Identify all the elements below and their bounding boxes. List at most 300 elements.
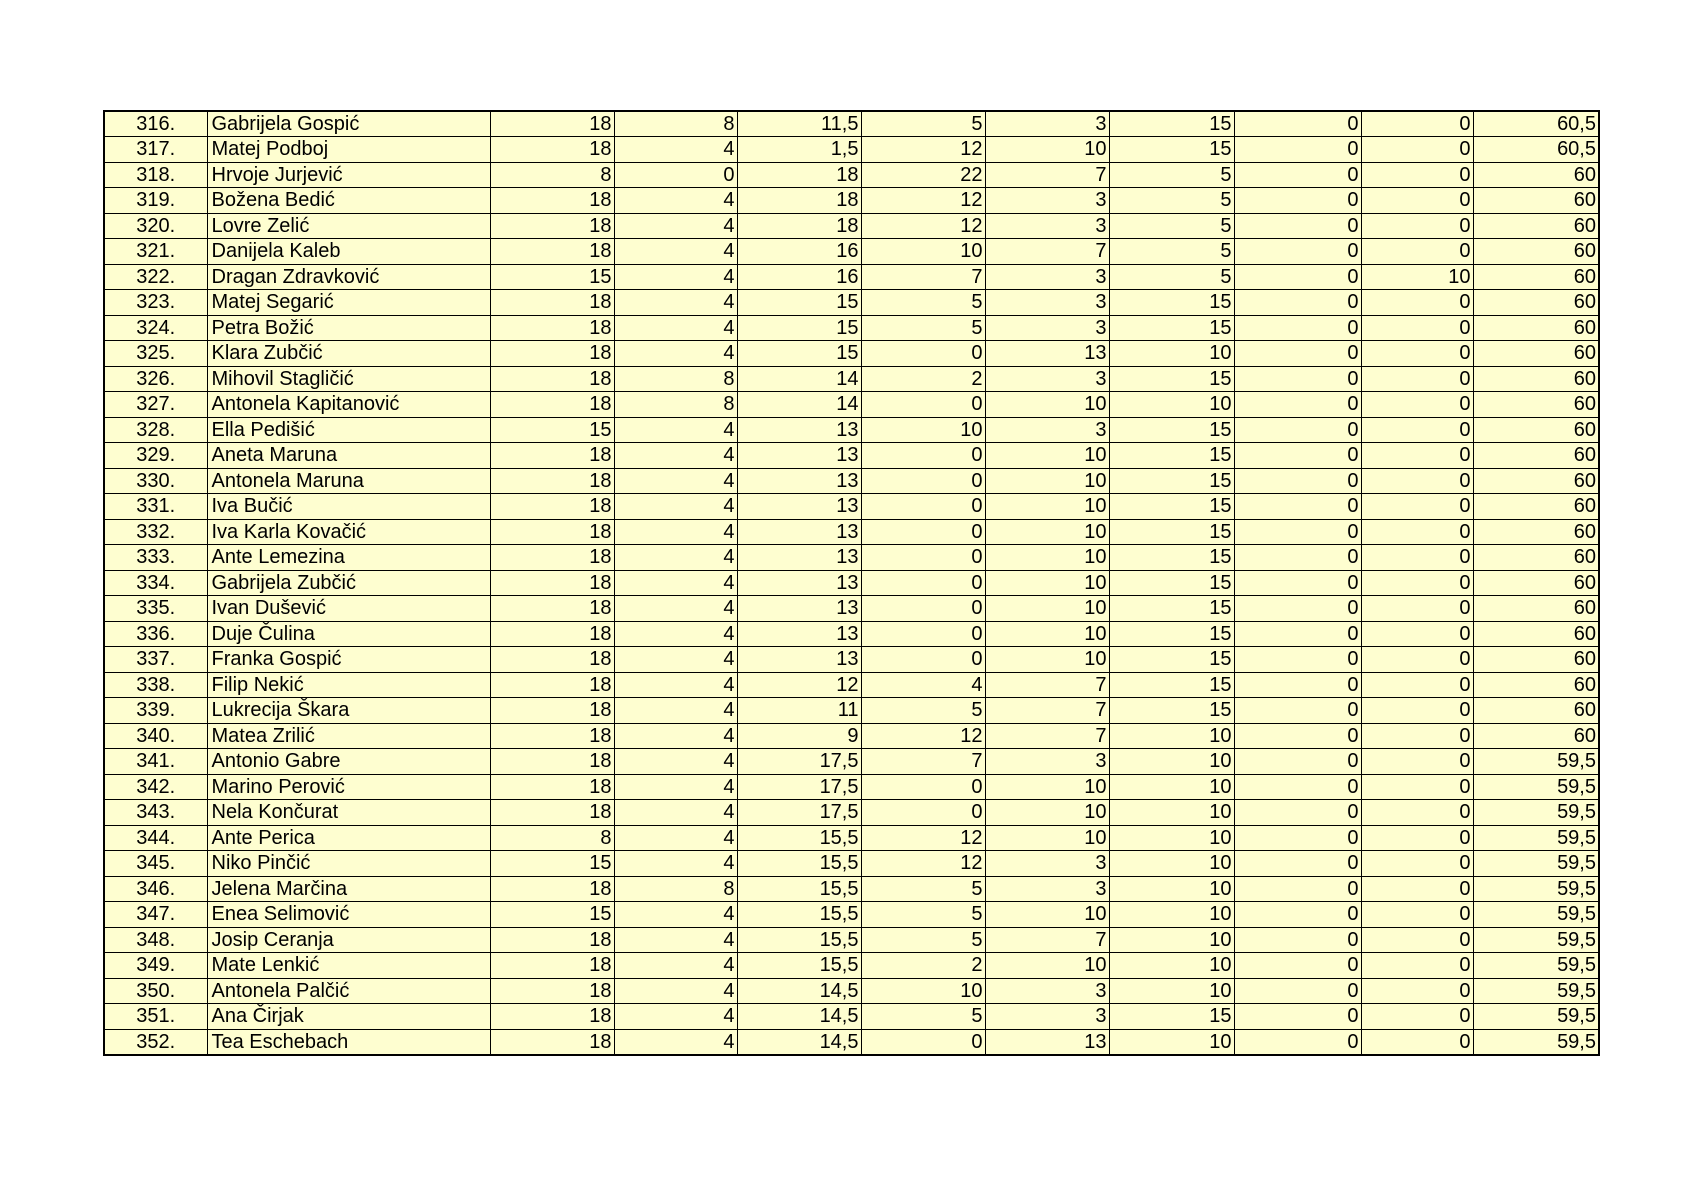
table-row bbox=[104, 290, 1599, 316]
score-cell: 7 bbox=[985, 698, 1109, 724]
rank-cell: 350. bbox=[104, 978, 207, 1004]
score-cell: 0 bbox=[1234, 851, 1361, 877]
score-cell: 0 bbox=[1361, 162, 1473, 188]
total-cell: 60 bbox=[1473, 468, 1599, 494]
score-cell: 0 bbox=[1234, 417, 1361, 443]
score-cell: 0 bbox=[1234, 111, 1361, 137]
score-cell: 0 bbox=[1234, 902, 1361, 928]
score-cell: 10 bbox=[985, 774, 1109, 800]
score-cell: 14,5 bbox=[737, 978, 861, 1004]
total-cell: 59,5 bbox=[1473, 749, 1599, 775]
score-cell: 10 bbox=[985, 519, 1109, 545]
total-cell: 60 bbox=[1473, 494, 1599, 520]
score-cell: 0 bbox=[1234, 162, 1361, 188]
score-cell: 15 bbox=[1109, 1004, 1234, 1030]
score-cell: 0 bbox=[1361, 468, 1473, 494]
name-cell: Nela Končurat bbox=[207, 800, 490, 826]
score-cell: 8 bbox=[614, 876, 737, 902]
score-cell: 3 bbox=[985, 111, 1109, 137]
score-cell: 17,5 bbox=[737, 749, 861, 775]
total-cell: 60 bbox=[1473, 621, 1599, 647]
score-cell: 4 bbox=[614, 443, 737, 469]
score-cell: 3 bbox=[985, 213, 1109, 239]
score-cell: 4 bbox=[614, 953, 737, 979]
rank-cell: 341. bbox=[104, 749, 207, 775]
score-cell: 0 bbox=[1361, 672, 1473, 698]
score-cell: 10 bbox=[985, 825, 1109, 851]
score-cell: 0 bbox=[1234, 290, 1361, 316]
score-cell: 15,5 bbox=[737, 825, 861, 851]
score-cell: 15 bbox=[1109, 647, 1234, 673]
score-cell: 15 bbox=[1109, 494, 1234, 520]
score-cell: 0 bbox=[1361, 519, 1473, 545]
score-cell: 18 bbox=[490, 1004, 614, 1030]
score-cell: 10 bbox=[985, 621, 1109, 647]
table-row bbox=[104, 494, 1599, 520]
score-cell: 0 bbox=[861, 774, 985, 800]
score-cell: 15 bbox=[490, 417, 614, 443]
score-cell: 0 bbox=[614, 162, 737, 188]
score-cell: 3 bbox=[985, 851, 1109, 877]
score-cell: 18 bbox=[490, 213, 614, 239]
score-cell: 4 bbox=[614, 315, 737, 341]
score-cell: 5 bbox=[861, 927, 985, 953]
score-cell: 4 bbox=[614, 1004, 737, 1030]
score-cell: 7 bbox=[985, 239, 1109, 265]
table-row bbox=[104, 953, 1599, 979]
score-cell: 10 bbox=[1109, 927, 1234, 953]
table-row bbox=[104, 749, 1599, 775]
total-cell: 59,5 bbox=[1473, 774, 1599, 800]
score-cell: 18 bbox=[490, 443, 614, 469]
name-cell: Ante Perica bbox=[207, 825, 490, 851]
score-cell: 15 bbox=[1109, 672, 1234, 698]
name-cell: Antonela Maruna bbox=[207, 468, 490, 494]
table-row bbox=[104, 851, 1599, 877]
score-cell: 15 bbox=[490, 264, 614, 290]
score-cell: 5 bbox=[861, 290, 985, 316]
total-cell: 60 bbox=[1473, 290, 1599, 316]
score-cell: 0 bbox=[1361, 137, 1473, 163]
score-cell: 0 bbox=[1234, 137, 1361, 163]
table-row bbox=[104, 570, 1599, 596]
table-row bbox=[104, 137, 1599, 163]
score-cell: 18 bbox=[490, 596, 614, 622]
total-cell: 59,5 bbox=[1473, 1029, 1599, 1055]
score-cell: 0 bbox=[861, 468, 985, 494]
score-cell: 18 bbox=[490, 1029, 614, 1055]
score-cell: 5 bbox=[861, 698, 985, 724]
score-cell: 0 bbox=[1361, 1029, 1473, 1055]
score-cell: 0 bbox=[1361, 723, 1473, 749]
score-cell: 10 bbox=[861, 417, 985, 443]
score-cell: 7 bbox=[861, 749, 985, 775]
score-cell: 0 bbox=[861, 443, 985, 469]
score-cell: 0 bbox=[1361, 927, 1473, 953]
rank-cell: 318. bbox=[104, 162, 207, 188]
table-row bbox=[104, 239, 1599, 265]
score-cell: 10 bbox=[985, 545, 1109, 571]
score-cell: 0 bbox=[1361, 341, 1473, 367]
rank-cell: 340. bbox=[104, 723, 207, 749]
score-cell: 18 bbox=[490, 290, 614, 316]
score-cell: 15 bbox=[1109, 315, 1234, 341]
score-cell: 15 bbox=[737, 315, 861, 341]
score-cell: 10 bbox=[1109, 1029, 1234, 1055]
score-cell: 4 bbox=[614, 698, 737, 724]
score-cell: 17,5 bbox=[737, 774, 861, 800]
score-cell: 13 bbox=[737, 545, 861, 571]
score-cell: 3 bbox=[985, 315, 1109, 341]
score-cell: 5 bbox=[861, 111, 985, 137]
table-row bbox=[104, 162, 1599, 188]
score-cell: 0 bbox=[1234, 468, 1361, 494]
score-cell: 18 bbox=[490, 672, 614, 698]
name-cell: Marino Perović bbox=[207, 774, 490, 800]
name-cell: Matej Podboj bbox=[207, 137, 490, 163]
score-cell: 0 bbox=[1361, 213, 1473, 239]
score-cell: 15 bbox=[1109, 545, 1234, 571]
score-cell: 18 bbox=[490, 621, 614, 647]
score-cell: 10 bbox=[985, 953, 1109, 979]
score-cell: 5 bbox=[861, 1004, 985, 1030]
score-cell: 10 bbox=[1109, 978, 1234, 1004]
score-cell: 12 bbox=[861, 825, 985, 851]
table-body bbox=[104, 111, 1599, 1055]
score-cell: 8 bbox=[614, 111, 737, 137]
table-row bbox=[104, 647, 1599, 673]
score-cell: 4 bbox=[614, 927, 737, 953]
score-cell: 0 bbox=[1361, 111, 1473, 137]
score-cell: 18 bbox=[490, 188, 614, 214]
score-cell: 10 bbox=[985, 392, 1109, 418]
rank-cell: 333. bbox=[104, 545, 207, 571]
score-cell: 10 bbox=[1109, 825, 1234, 851]
total-cell: 59,5 bbox=[1473, 851, 1599, 877]
score-cell: 4 bbox=[614, 545, 737, 571]
score-cell: 0 bbox=[861, 596, 985, 622]
score-cell: 0 bbox=[1361, 953, 1473, 979]
name-cell: Mihovil Stagličić bbox=[207, 366, 490, 392]
score-cell: 3 bbox=[985, 188, 1109, 214]
score-cell: 10 bbox=[1109, 876, 1234, 902]
score-cell: 15 bbox=[1109, 137, 1234, 163]
name-cell: Tea Eschebach bbox=[207, 1029, 490, 1055]
score-cell: 4 bbox=[614, 672, 737, 698]
total-cell: 60,5 bbox=[1473, 111, 1599, 137]
rank-cell: 317. bbox=[104, 137, 207, 163]
score-cell: 5 bbox=[1109, 264, 1234, 290]
total-cell: 59,5 bbox=[1473, 825, 1599, 851]
score-cell: 12 bbox=[861, 137, 985, 163]
score-cell: 15 bbox=[1109, 366, 1234, 392]
score-cell: 12 bbox=[737, 672, 861, 698]
score-cell: 4 bbox=[614, 647, 737, 673]
table-row bbox=[104, 519, 1599, 545]
table-row bbox=[104, 111, 1599, 137]
score-cell: 3 bbox=[985, 264, 1109, 290]
score-cell: 4 bbox=[614, 264, 737, 290]
score-cell: 0 bbox=[1234, 545, 1361, 571]
score-cell: 18 bbox=[490, 749, 614, 775]
score-cell: 0 bbox=[1361, 315, 1473, 341]
score-cell: 0 bbox=[861, 392, 985, 418]
score-cell: 0 bbox=[1234, 519, 1361, 545]
score-cell: 15 bbox=[737, 341, 861, 367]
total-cell: 60 bbox=[1473, 698, 1599, 724]
score-cell: 0 bbox=[1234, 366, 1361, 392]
table-row bbox=[104, 468, 1599, 494]
score-cell: 15 bbox=[1109, 468, 1234, 494]
score-cell: 1,5 bbox=[737, 137, 861, 163]
score-cell: 15 bbox=[1109, 417, 1234, 443]
score-cell: 15 bbox=[1109, 290, 1234, 316]
score-cell: 10 bbox=[985, 647, 1109, 673]
rank-cell: 347. bbox=[104, 902, 207, 928]
score-cell: 4 bbox=[614, 621, 737, 647]
score-cell: 0 bbox=[1361, 417, 1473, 443]
table-row bbox=[104, 1004, 1599, 1030]
score-cell: 4 bbox=[614, 825, 737, 851]
score-cell: 0 bbox=[1234, 749, 1361, 775]
score-cell: 4 bbox=[614, 137, 737, 163]
name-cell: Danijela Kaleb bbox=[207, 239, 490, 265]
score-cell: 10 bbox=[1109, 774, 1234, 800]
rank-cell: 345. bbox=[104, 851, 207, 877]
name-cell: Franka Gospić bbox=[207, 647, 490, 673]
table-row bbox=[104, 927, 1599, 953]
name-cell: Antonela Palčić bbox=[207, 978, 490, 1004]
table-row bbox=[104, 264, 1599, 290]
table-row bbox=[104, 341, 1599, 367]
table-row bbox=[104, 188, 1599, 214]
name-cell: Lovre Zelić bbox=[207, 213, 490, 239]
name-cell: Gabrijela Zubčić bbox=[207, 570, 490, 596]
score-cell: 8 bbox=[490, 162, 614, 188]
table-row bbox=[104, 672, 1599, 698]
name-cell: Ana Čirjak bbox=[207, 1004, 490, 1030]
table-row bbox=[104, 774, 1599, 800]
score-cell: 13 bbox=[737, 468, 861, 494]
score-cell: 0 bbox=[1361, 1004, 1473, 1030]
score-cell: 13 bbox=[985, 1029, 1109, 1055]
score-cell: 4 bbox=[614, 570, 737, 596]
score-cell: 10 bbox=[1109, 902, 1234, 928]
score-cell: 18 bbox=[490, 953, 614, 979]
total-cell: 59,5 bbox=[1473, 902, 1599, 928]
score-cell: 0 bbox=[861, 570, 985, 596]
score-cell: 18 bbox=[490, 137, 614, 163]
score-cell: 0 bbox=[861, 494, 985, 520]
name-cell: Filip Nekić bbox=[207, 672, 490, 698]
rank-cell: 322. bbox=[104, 264, 207, 290]
score-cell: 18 bbox=[490, 927, 614, 953]
total-cell: 60 bbox=[1473, 519, 1599, 545]
score-cell: 18 bbox=[490, 876, 614, 902]
total-cell: 59,5 bbox=[1473, 927, 1599, 953]
score-cell: 4 bbox=[861, 672, 985, 698]
rank-cell: 327. bbox=[104, 392, 207, 418]
score-cell: 0 bbox=[1234, 570, 1361, 596]
score-cell: 0 bbox=[1234, 341, 1361, 367]
score-cell: 0 bbox=[1361, 570, 1473, 596]
name-cell: Antonio Gabre bbox=[207, 749, 490, 775]
score-cell: 8 bbox=[614, 392, 737, 418]
score-cell: 4 bbox=[614, 800, 737, 826]
score-cell: 0 bbox=[1361, 978, 1473, 1004]
score-cell: 13 bbox=[737, 570, 861, 596]
score-cell: 18 bbox=[490, 341, 614, 367]
score-cell: 18 bbox=[490, 774, 614, 800]
rank-cell: 324. bbox=[104, 315, 207, 341]
score-cell: 13 bbox=[737, 647, 861, 673]
name-cell: Petra Božić bbox=[207, 315, 490, 341]
score-cell: 15,5 bbox=[737, 876, 861, 902]
score-cell: 18 bbox=[490, 111, 614, 137]
score-cell: 8 bbox=[490, 825, 614, 851]
score-cell: 4 bbox=[614, 723, 737, 749]
rank-cell: 331. bbox=[104, 494, 207, 520]
score-cell: 0 bbox=[1234, 239, 1361, 265]
score-cell: 18 bbox=[490, 723, 614, 749]
score-cell: 0 bbox=[1234, 825, 1361, 851]
score-cell: 18 bbox=[490, 570, 614, 596]
total-cell: 60 bbox=[1473, 672, 1599, 698]
total-cell: 60 bbox=[1473, 570, 1599, 596]
score-cell: 10 bbox=[1109, 749, 1234, 775]
score-cell: 13 bbox=[737, 621, 861, 647]
score-cell: 4 bbox=[614, 851, 737, 877]
rank-cell: 337. bbox=[104, 647, 207, 673]
score-cell: 0 bbox=[861, 800, 985, 826]
score-cell: 16 bbox=[737, 264, 861, 290]
score-cell: 10 bbox=[1109, 851, 1234, 877]
table-row bbox=[104, 417, 1599, 443]
score-cell: 15 bbox=[1109, 443, 1234, 469]
table-row bbox=[104, 366, 1599, 392]
score-cell: 7 bbox=[861, 264, 985, 290]
score-cell: 18 bbox=[490, 366, 614, 392]
table-row bbox=[104, 698, 1599, 724]
score-cell: 10 bbox=[1109, 392, 1234, 418]
name-cell: Klara Zubčić bbox=[207, 341, 490, 367]
total-cell: 60 bbox=[1473, 596, 1599, 622]
score-cell: 0 bbox=[1361, 545, 1473, 571]
total-cell: 59,5 bbox=[1473, 978, 1599, 1004]
score-cell: 12 bbox=[861, 851, 985, 877]
score-cell: 16 bbox=[737, 239, 861, 265]
score-cell: 13 bbox=[737, 417, 861, 443]
rank-cell: 344. bbox=[104, 825, 207, 851]
table-row bbox=[104, 825, 1599, 851]
table-row bbox=[104, 978, 1599, 1004]
total-cell: 60 bbox=[1473, 545, 1599, 571]
total-cell: 60 bbox=[1473, 315, 1599, 341]
score-cell: 10 bbox=[985, 443, 1109, 469]
rank-cell: 342. bbox=[104, 774, 207, 800]
name-cell: Antonela Kapitanović bbox=[207, 392, 490, 418]
name-cell: Hrvoje Jurjević bbox=[207, 162, 490, 188]
score-cell: 4 bbox=[614, 417, 737, 443]
score-cell: 15 bbox=[1109, 621, 1234, 647]
score-cell: 0 bbox=[1361, 902, 1473, 928]
name-cell: Dragan Zdravković bbox=[207, 264, 490, 290]
table-row bbox=[104, 800, 1599, 826]
score-cell: 0 bbox=[1361, 239, 1473, 265]
rank-cell: 316. bbox=[104, 111, 207, 137]
score-cell: 8 bbox=[614, 366, 737, 392]
total-cell: 60 bbox=[1473, 162, 1599, 188]
score-cell: 18 bbox=[490, 519, 614, 545]
score-cell: 10 bbox=[985, 902, 1109, 928]
name-cell: Matej Segarić bbox=[207, 290, 490, 316]
score-cell: 4 bbox=[614, 774, 737, 800]
rank-cell: 335. bbox=[104, 596, 207, 622]
score-cell: 0 bbox=[1234, 876, 1361, 902]
rank-cell: 352. bbox=[104, 1029, 207, 1055]
score-cell: 18 bbox=[737, 213, 861, 239]
total-cell: 60 bbox=[1473, 723, 1599, 749]
score-cell: 0 bbox=[1234, 927, 1361, 953]
score-cell: 0 bbox=[1234, 392, 1361, 418]
table-row bbox=[104, 621, 1599, 647]
score-cell: 18 bbox=[490, 800, 614, 826]
score-cell: 12 bbox=[861, 723, 985, 749]
score-cell: 10 bbox=[1361, 264, 1473, 290]
score-cell: 18 bbox=[490, 978, 614, 1004]
table-row bbox=[104, 213, 1599, 239]
score-cell: 4 bbox=[614, 978, 737, 1004]
rank-cell: 326. bbox=[104, 366, 207, 392]
score-cell: 0 bbox=[1234, 723, 1361, 749]
score-cell: 0 bbox=[1234, 264, 1361, 290]
score-cell: 13 bbox=[985, 341, 1109, 367]
rank-cell: 323. bbox=[104, 290, 207, 316]
score-cell: 15 bbox=[490, 902, 614, 928]
score-cell: 7 bbox=[985, 162, 1109, 188]
total-cell: 60 bbox=[1473, 213, 1599, 239]
score-cell: 13 bbox=[737, 443, 861, 469]
rank-cell: 320. bbox=[104, 213, 207, 239]
score-cell: 4 bbox=[614, 213, 737, 239]
total-cell: 60 bbox=[1473, 417, 1599, 443]
score-cell: 3 bbox=[985, 749, 1109, 775]
score-cell: 10 bbox=[985, 468, 1109, 494]
rank-cell: 351. bbox=[104, 1004, 207, 1030]
score-cell: 0 bbox=[1234, 647, 1361, 673]
score-cell: 4 bbox=[614, 468, 737, 494]
score-cell: 0 bbox=[1234, 1004, 1361, 1030]
score-cell: 5 bbox=[861, 902, 985, 928]
name-cell: Jelena Marčina bbox=[207, 876, 490, 902]
rank-cell: 338. bbox=[104, 672, 207, 698]
name-cell: Lukrecija Škara bbox=[207, 698, 490, 724]
score-cell: 0 bbox=[861, 519, 985, 545]
name-cell: Iva Karla Kovačić bbox=[207, 519, 490, 545]
score-cell: 3 bbox=[985, 417, 1109, 443]
score-cell: 10 bbox=[985, 570, 1109, 596]
score-cell: 4 bbox=[614, 239, 737, 265]
score-cell: 14 bbox=[737, 366, 861, 392]
rank-cell: 339. bbox=[104, 698, 207, 724]
name-cell: Niko Pinčić bbox=[207, 851, 490, 877]
total-cell: 60 bbox=[1473, 443, 1599, 469]
score-cell: 0 bbox=[1234, 774, 1361, 800]
score-cell: 13 bbox=[737, 519, 861, 545]
total-cell: 60 bbox=[1473, 188, 1599, 214]
score-cell: 0 bbox=[1234, 596, 1361, 622]
score-cell: 10 bbox=[1109, 341, 1234, 367]
